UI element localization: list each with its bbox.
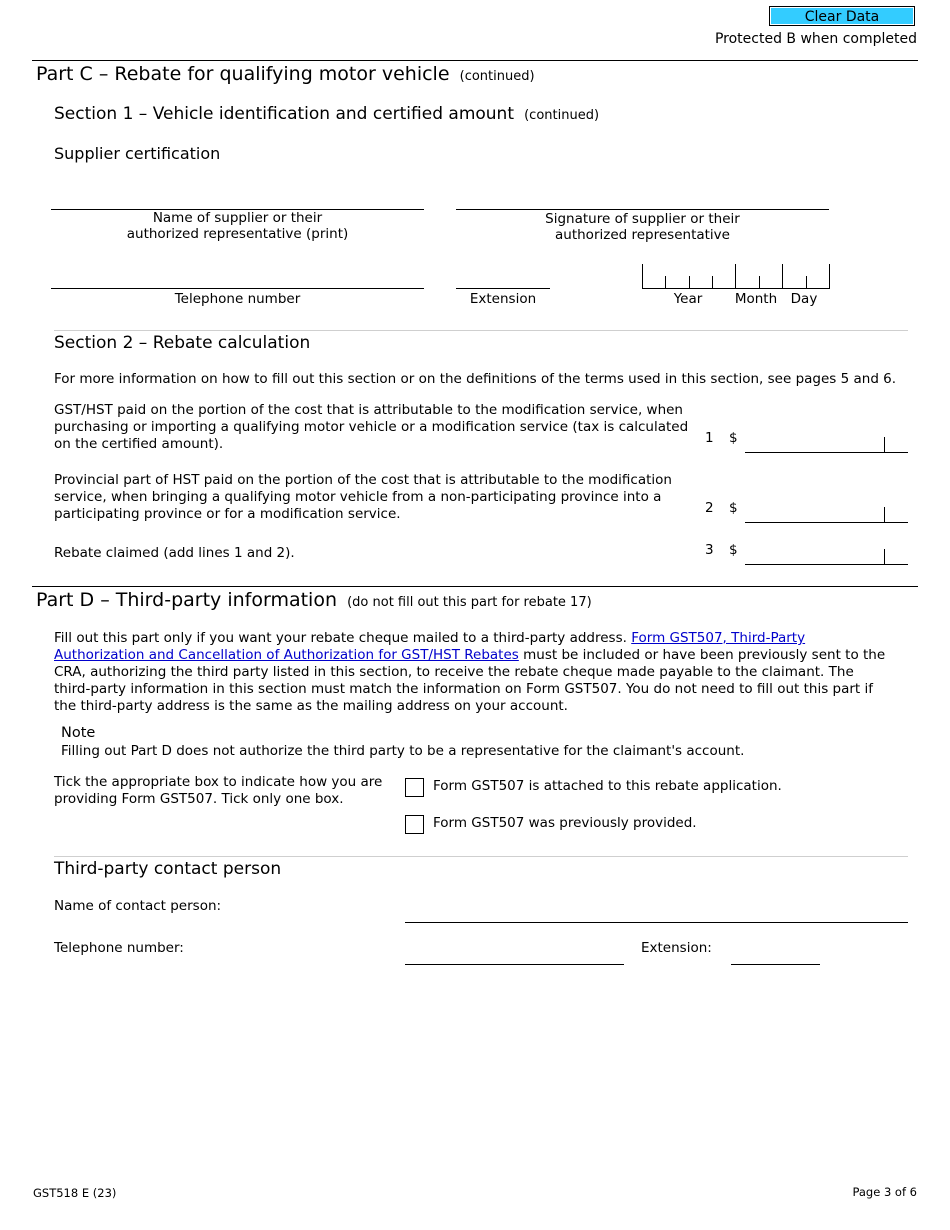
line-1-amount-input[interactable]: [745, 436, 908, 453]
part-c-continued: (continued): [459, 69, 535, 84]
contact-name-label: Name of contact person:: [54, 898, 222, 914]
gst507-previously-provided-checkbox[interactable]: [405, 815, 424, 834]
date-tick: [665, 276, 666, 288]
contact-telephone-input[interactable]: [405, 946, 624, 965]
cents-divider: [884, 549, 885, 564]
contact-extension-input[interactable]: [731, 946, 820, 965]
line-2-currency: $: [729, 500, 738, 516]
gst507-previously-provided-label: Form GST507 was previously provided.: [433, 815, 697, 831]
year-label: Year: [673, 291, 703, 307]
section-divider: [54, 330, 908, 331]
date-tick: [759, 276, 760, 288]
supplier-extension-input[interactable]: [456, 288, 550, 289]
line-3-number: 3: [705, 542, 714, 558]
line-2-number: 2: [705, 500, 714, 516]
tick-instruction: Tick the appropriate box to indicate how you are providing Form GST507. Tick only one box.: [54, 774, 383, 807]
cents-divider: [884, 507, 885, 522]
month-label: Month: [734, 291, 778, 307]
gst507-attached-label: Form GST507 is attached to this rebate application.: [433, 778, 782, 794]
date-tick: [829, 264, 830, 288]
date-tick: [806, 276, 807, 288]
part-d-title: Part D – Third-party information: [36, 589, 337, 611]
note-text: Filling out Part D does not authorize the third party to be a representative for the claimant's account.: [61, 743, 745, 759]
supplier-signature-input[interactable]: [456, 209, 829, 210]
telephone-label: Telephone number: [174, 291, 301, 307]
contact-extension-label: Extension:: [641, 940, 712, 956]
protected-notice: Protected B when completed: [714, 31, 917, 47]
contact-name-input[interactable]: [405, 904, 908, 923]
supplier-certification-heading: Supplier certification: [54, 144, 221, 163]
contact-telephone-label: Telephone number:: [54, 940, 184, 956]
date-tick: [642, 264, 643, 288]
supplier-signature-label: Signature of supplier or their authorized representative: [545, 211, 740, 243]
part-d-paragraph: Fill out this part only if you want your rebate cheque mailed to a third-party address. Form GST507, Third-Party Authorization and Cancellation of Authorization for GST/HST Rebates must be included or have been previously sent to the CRA, authorizing the third party listed in this section, to receive the rebate cheque made payable to the claimant. The third-party information in this section must match the information on Form GST507. You do not need to fill out this part if the third-party address is the same as the mailing address on your account.: [54, 630, 886, 714]
date-tick: [782, 264, 783, 288]
supplier-telephone-input[interactable]: [51, 288, 424, 289]
header-divider: [32, 60, 918, 61]
line-2-amount-input[interactable]: [745, 506, 908, 523]
form-code: GST518 E (23): [33, 1186, 117, 1200]
line-3-amount-input[interactable]: [745, 548, 908, 565]
line-1-description: GST/HST paid on the portion of the cost that is attributable to the modification service, when purchasing or importing a qualifying motor vehicle or a modification service (tax is calculated on the certified amount).: [54, 402, 689, 452]
date-tick: [712, 276, 713, 288]
date-tick: [735, 264, 736, 288]
part-divider: [32, 586, 918, 587]
line-1-number: 1: [705, 430, 714, 446]
section-2-intro: For more information on how to fill out this section or on the definitions of the terms used in this section, see pages 5 and 6.: [54, 371, 897, 387]
gst507-attached-checkbox[interactable]: [405, 778, 424, 797]
note-title: Note: [61, 725, 96, 741]
line-1-currency: $: [729, 430, 738, 446]
part-d-heading: [36, 589, 592, 611]
line-2-description: Provincial part of HST paid on the portion of the cost that is attributable to the modification service, when bringing a qualifying motor vehicle from a non-participating province into a participating province or for a modification service.: [54, 472, 672, 522]
section-1-title: Section 1 – Vehicle identification and certified amount: [54, 104, 514, 124]
contact-person-title: Third-party contact person: [54, 859, 282, 879]
section-2-title: Section 2 – Rebate calculation: [54, 333, 311, 353]
part-c-title: Part C – Rebate for qualifying motor vehicle: [36, 63, 450, 85]
line-3-description: Rebate claimed (add lines 1 and 2).: [54, 545, 295, 561]
clear-data-button[interactable]: Clear Data: [769, 6, 915, 26]
section-1-heading: [54, 104, 599, 124]
part-d-note: (do not fill out this part for rebate 17): [347, 595, 592, 610]
page-number: Page 3 of 6: [852, 1185, 917, 1199]
section-divider: [54, 856, 908, 857]
date-baseline: [642, 288, 830, 289]
line-3-currency: $: [729, 542, 738, 558]
date-input[interactable]: [642, 264, 830, 288]
form-gst507-link[interactable]: Form GST507, Third-Party Authorization and Cancellation of Authorization for GST/HST Rebates: [54, 630, 806, 663]
day-label: Day: [790, 291, 818, 307]
section-1-continued: (continued): [524, 108, 600, 123]
supplier-name-label: Name of supplier or their authorized representative (print): [126, 210, 349, 242]
date-tick: [689, 276, 690, 288]
part-c-heading: [36, 63, 535, 85]
extension-label: Extension: [469, 291, 537, 307]
cents-divider: [884, 437, 885, 452]
